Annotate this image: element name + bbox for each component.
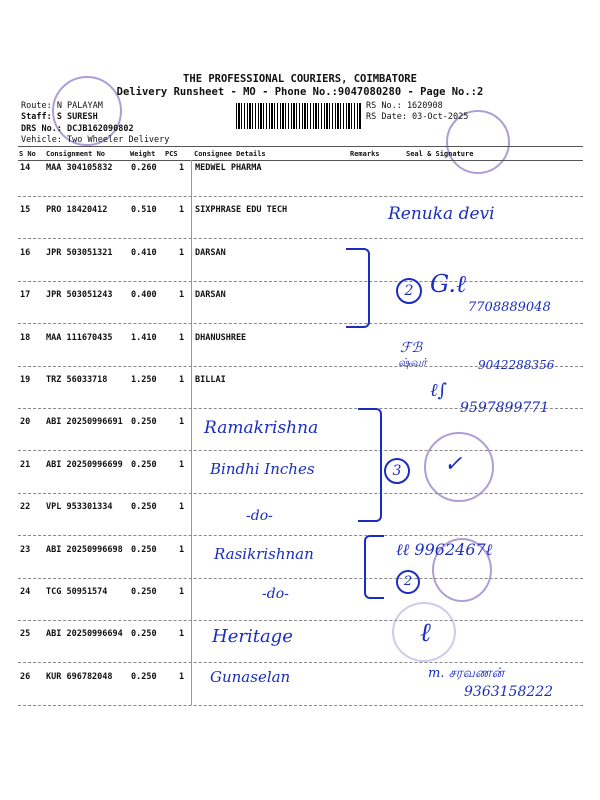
handwritten-name: Heritage [212, 626, 293, 647]
row-consignment-no: ABI 20250996691 [46, 417, 123, 427]
row-weight: 0.250 [131, 587, 157, 597]
row-pcs: 1 [179, 587, 185, 597]
row-consignment-no: TCG 50951574 [46, 587, 108, 597]
row-consignee: DARSAN [195, 248, 226, 258]
signature-scribble: ℱℬ [400, 340, 423, 356]
col-sno: S No [19, 150, 36, 158]
row-weight: 1.410 [131, 333, 157, 343]
row-consignee: MEDWEL PHARMA [195, 163, 262, 173]
table-row [0, 333, 600, 347]
route-label: Route: N PALAYAM [21, 101, 103, 111]
row-consignment-no: KUR 696782048 [46, 672, 113, 682]
row-pcs: 1 [179, 502, 185, 512]
row-divider [18, 450, 583, 451]
row-consignment-no: ABI 20250996694 [46, 629, 123, 639]
table-row [0, 375, 600, 389]
row-pcs: 1 [179, 545, 185, 555]
row-pcs: 1 [179, 672, 185, 682]
row-consignment-no: VPL 953301334 [46, 502, 113, 512]
table-row [0, 629, 600, 643]
handwritten-phone: 7708889048 [468, 300, 551, 315]
row-divider [18, 705, 583, 706]
table-row [0, 163, 600, 177]
signature-scribble: ✓ [444, 452, 463, 477]
row-sno: 25 [20, 629, 31, 639]
row-consignment-no: ABI 20250996698 [46, 545, 123, 555]
table-row [0, 205, 600, 219]
handwritten-circle-count: 2 [396, 278, 422, 304]
row-sno: 20 [20, 417, 31, 427]
runsheet-subtitle: Delivery Runsheet - MO - Phone No.:9047080280 - Page No.:2 [116, 86, 484, 98]
handwritten-ditto: -do- [246, 508, 273, 524]
row-sno: 19 [20, 375, 31, 385]
brace-bracket [358, 408, 382, 522]
col-consignee: Consignee Details [194, 150, 266, 158]
row-consignee: BILLAI [195, 375, 226, 385]
row-sno: 14 [20, 163, 31, 173]
table-row [0, 502, 600, 516]
row-divider [18, 535, 583, 536]
rs-date: RS Date: 03-Oct-2025 [366, 112, 469, 122]
row-consignment-no: MAA 304105832 [46, 163, 113, 173]
row-weight: 1.250 [131, 375, 157, 385]
barcode [236, 103, 362, 129]
row-divider [18, 196, 583, 197]
handwritten-phone: 9597899771 [460, 400, 550, 416]
row-consignment-no: MAA 111670435 [46, 333, 113, 343]
signature-scribble: ℓℓ 9962467ℓ [396, 540, 493, 559]
table-row [0, 248, 600, 262]
row-pcs: 1 [179, 629, 185, 639]
signature-scribble: G.ℓ [430, 270, 466, 298]
handwritten-phone: 9363158222 [464, 684, 554, 700]
row-pcs: 1 [179, 417, 185, 427]
row-sno: 16 [20, 248, 31, 258]
row-divider [18, 323, 583, 324]
row-consignment-no: JPR 503051321 [46, 248, 113, 258]
handwritten-name: Bindhi Inches [210, 460, 315, 478]
row-divider [18, 578, 583, 579]
row-divider [18, 620, 583, 621]
row-sno: 17 [20, 290, 31, 300]
row-weight: 0.260 [131, 163, 157, 173]
row-weight: 0.510 [131, 205, 157, 215]
rs-number: RS No.: 1620908 [366, 101, 443, 111]
signature-scribble: ℓ∫ [430, 380, 447, 401]
brace-bracket [364, 535, 384, 599]
row-divider [18, 238, 583, 239]
row-pcs: 1 [179, 333, 185, 343]
handwritten-name: Renuka devi [388, 204, 495, 224]
handwritten-circle-count: 3 [384, 458, 410, 484]
col-pcs: PCS [165, 150, 178, 158]
row-pcs: 1 [179, 290, 185, 300]
brace-bracket [346, 248, 370, 328]
row-sno: 24 [20, 587, 31, 597]
header-divider [18, 146, 583, 147]
col-remarks: Remarks [350, 150, 380, 158]
row-weight: 0.250 [131, 545, 157, 555]
handwritten-circle-count: 2 [396, 570, 420, 594]
row-divider [18, 662, 583, 663]
table-header-divider [18, 160, 583, 161]
handwritten-name: Ramakrishna [204, 418, 319, 438]
row-divider [18, 493, 583, 494]
handwritten-ditto: -do- [262, 586, 289, 602]
signature-scribble: ℓ [420, 618, 431, 648]
row-pcs: 1 [179, 460, 185, 470]
row-sno: 21 [20, 460, 31, 470]
row-consignee: DARSAN [195, 290, 226, 300]
drs-number: DRS No.: DCJB162090802 [21, 124, 134, 134]
company-title: THE PROFESSIONAL COURIERS, COIMBATORE [183, 73, 417, 85]
row-consignee: DHANUSHREE [195, 333, 247, 343]
column-separator [191, 160, 192, 705]
row-sno: 18 [20, 333, 31, 343]
row-pcs: 1 [179, 205, 185, 215]
row-sno: 23 [20, 545, 31, 555]
row-weight: 0.410 [131, 248, 157, 258]
row-pcs: 1 [179, 163, 185, 173]
staff-label: Staff: S SURESH [21, 112, 98, 122]
handwritten-name: Rasikrishnan [214, 545, 314, 563]
handwritten-tamil-name: ஷ்வர் [398, 356, 427, 369]
row-weight: 0.250 [131, 502, 157, 512]
handwritten-phone: 9042288356 [478, 358, 555, 372]
row-weight: 0.400 [131, 290, 157, 300]
col-signature: Seal & Signature [406, 150, 474, 158]
row-consignment-no: ABI 20250996699 [46, 460, 123, 470]
row-consignment-no: JPR 503051243 [46, 290, 113, 300]
vehicle-label: Vehicle: Two Wheeler Delivery [21, 135, 170, 145]
row-weight: 0.250 [131, 460, 157, 470]
row-consignment-no: PRO 18420412 [46, 205, 108, 215]
row-consignment-no: TRZ 56033718 [46, 375, 108, 385]
col-consignment: Consignment No [46, 150, 106, 158]
table-header [0, 150, 600, 160]
row-sno: 26 [20, 672, 31, 682]
row-pcs: 1 [179, 248, 185, 258]
row-sno: 22 [20, 502, 31, 512]
row-weight: 0.250 [131, 417, 157, 427]
table-row [0, 587, 600, 601]
col-weight: Weight [130, 150, 156, 158]
handwritten-name: Gunaselan [210, 668, 291, 686]
row-weight: 0.250 [131, 672, 157, 682]
row-weight: 0.250 [131, 629, 157, 639]
row-sno: 15 [20, 205, 31, 215]
row-pcs: 1 [179, 375, 185, 385]
row-consignee: SIXPHRASE EDU TECH [195, 205, 288, 215]
handwritten-tamil-name: m. சரவணன் [428, 666, 505, 681]
row-divider [18, 281, 583, 282]
